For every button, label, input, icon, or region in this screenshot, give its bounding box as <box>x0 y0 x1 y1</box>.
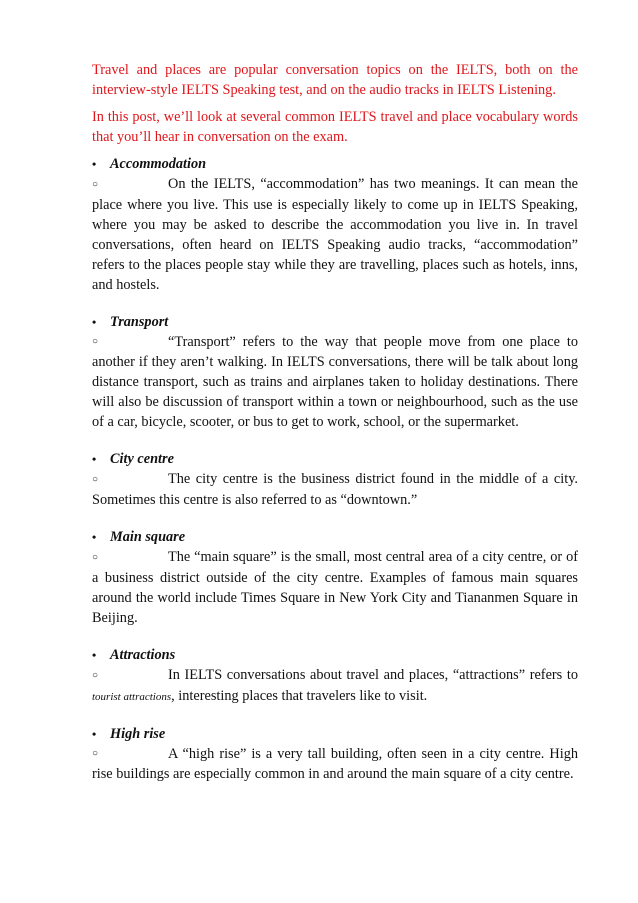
term-definition-end: , interesting places that travelers like to visit. <box>171 687 428 704</box>
term-definition: A “high rise” is a very tall building, often seen in a city centre. High rise buildings are especially common in and around the main square of a city centre. <box>92 745 578 783</box>
term-definition: “Transport” refers to the way that people move from one place to another if they aren’t walking. In IELTS conversations, there will be talk about long distance transport, such as trains and airplanes taken to holiday destinations. There will also be discussion of transport within a town or neighbourhood, such as the use of a car, bicycle, scooter, or bus to get to work, school, or the supermarket. <box>92 333 578 431</box>
term-definition: The city centre is the business district found in the middle of a city. Sometimes this centre is also referred to as “downtown.” <box>92 471 578 509</box>
term-definition-start: In IELTS conversations about travel and places, “attractions” refers to <box>168 666 578 683</box>
term-definition: The “main square” is the small, most central area of a city centre, or of a business district outside of the city centre. Examples of famous main squares around the world include Times Square in New York City and Tiananmen Square in Beijing. <box>92 549 578 626</box>
term-attractions <box>92 645 578 707</box>
circle-bullet-icon: ○ <box>92 551 99 563</box>
term-definition-emphasis: tourist attractions <box>92 690 172 703</box>
term-high-rise <box>92 724 578 785</box>
circle-bullet-icon: ○ <box>92 474 99 486</box>
circle-bullet-icon: ○ <box>92 748 99 760</box>
term-definition: On the IELTS, “accommodation” has two meanings. It can mean the place where you live. This use is especially likely to come up in IELTS Speaking, where you may be asked to describe the accommodation you live in. In travel conversations, often heard on IELTS Speaking audio tracks, “accommodation” refers to the places people stay while they are travelling, places such as hotels, inns, and hostels. <box>92 176 578 293</box>
term-title: Accommodation <box>110 156 207 172</box>
circle-bullet-icon: ○ <box>92 178 99 190</box>
bullet-icon: • <box>92 452 97 467</box>
term-title: Attractions <box>110 646 176 663</box>
term-title: City centre <box>110 451 174 468</box>
term-main-square <box>92 527 578 628</box>
term-city-centre <box>92 449 578 510</box>
intro-paragraph-2: In this post, we’ll look at several common IELTS travel and place vocabulary words that you’ll hear in conversation on the exam. <box>92 109 578 145</box>
term-title: Transport <box>110 313 169 330</box>
bullet-icon: • <box>92 726 97 741</box>
bullet-icon: • <box>92 647 97 662</box>
circle-bullet-icon: ○ <box>92 669 99 681</box>
bullet-icon: • <box>92 530 97 545</box>
term-accommodation <box>92 154 578 295</box>
document-page <box>92 60 578 801</box>
term-title: Main square <box>110 529 186 546</box>
circle-bullet-icon: ○ <box>92 336 99 348</box>
term-transport <box>92 312 578 433</box>
bullet-icon: • <box>92 157 97 171</box>
intro-paragraph-1: Travel and places are popular conversation topics on the IELTS, both on the interview-style IELTS Speaking test, and on the audio tracks in IELTS Listening. <box>92 62 578 98</box>
term-title: High rise <box>110 725 166 742</box>
bullet-icon: • <box>92 314 97 329</box>
